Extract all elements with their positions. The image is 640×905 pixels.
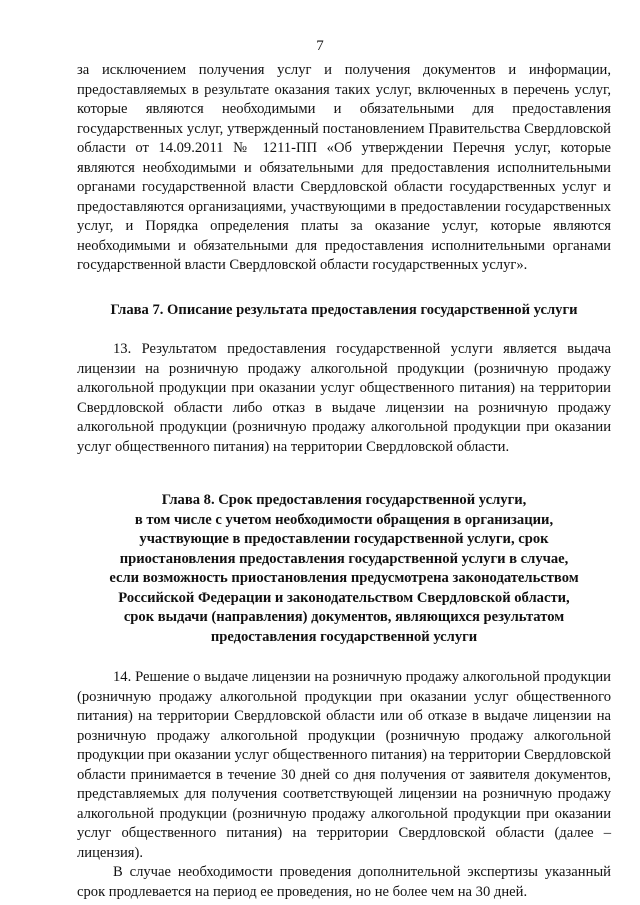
spacer — [77, 276, 611, 301]
page-number: 7 — [316, 38, 324, 54]
paragraph-14: 14. Решение о выдаче лицензии на розничную продажу алкогольной продукции (розничную продажу алкогольной продукции при оказании услуг общественного питания) на территории Свердловской области или об отказе в выдаче лицензии на розничную продажу алкогольной продукции (розничную продажу алкогольной продукции при оказании услуг общественного питания) на территории Свердловской области принимается в течение 30 дней со дня получения от заявителя документов, представляемых для получения соответствующей лицензии на розничную продажу алкогольной продукции (розничную продажу алкогольной продукции при оказании услуг общественного питания) на территории Свердловской области (далее – лицензия). — [77, 669, 611, 861]
paragraph-14-continuation: В случае необходимости проведения дополнительной экспертизы указанный срок продлевается на период ее проведения, но не более чем на 30 дней. — [77, 864, 611, 900]
page-content — [77, 61, 611, 902]
chapter-8-heading-line: в том числе с учетом необходимости обращения в организации, — [134, 511, 554, 528]
spacer — [77, 457, 611, 491]
chapter-7-heading: Глава 7. Описание результата предоставления государственной услуги — [110, 301, 578, 318]
chapter-8-heading-line: Российской Федерации и законодательством Свердловской области, — [118, 589, 570, 606]
chapter-8-heading-line: Глава 8. Срок предоставления государственной услуги, — [161, 492, 527, 508]
chapter-8-heading-line: приостановления предоставления государственной услуги в случае, — [119, 550, 569, 567]
spacer — [77, 647, 611, 668]
chapter-8-heading-line: срок выдачи (направления) документов, являющихся результатом — [123, 609, 565, 625]
spacer — [77, 320, 611, 340]
chapter-8-heading-line: если возможность приостановления предусмотрена законодательством — [109, 570, 579, 586]
paragraph-13: 13. Результатом предоставления государственной услуги является выдача лицензии на розничную продажу алкогольной продукции (розничную продажу алкогольной продукции при оказании услуг общественного питания) на территории Свердловской области либо отказ в выдаче лицензии на розничную продажу алкогольной продукции (розничную продажу алкогольной продукции при оказании услуг общественного питания) на территории Свердловской области. — [77, 341, 611, 455]
chapter-8-heading — [77, 491, 611, 647]
chapter-8-heading-line: участвующие в предоставлении государственной услуги, срок — [139, 531, 549, 547]
chapter-8-heading-line: предоставления государственной услуги — [210, 628, 478, 645]
paragraph-intro: за исключением получения услуг и получения документов и информации, предоставляемых в результате оказания таких услуг, включенных в перечень услуг, которые являются необходимыми и обязательными для предоставления государственных услуг, утвержденный постановлением Правительства Свердловской области от 14.09.2011 № 1211-ПП «Об утверждении Перечня услуг, которые являются необходимыми и обязательными для предоставления исполнительными органами государственной власти Свердловской области государственных услуг и предоставляются организациями, участвующими в предоставлении государственных услуг, и Порядка определения платы за оказание услуг, которые являются необходимыми и обязательными для предоставления исполнительными органами государственной власти Свердловской области государственных услуг». — [77, 62, 611, 273]
